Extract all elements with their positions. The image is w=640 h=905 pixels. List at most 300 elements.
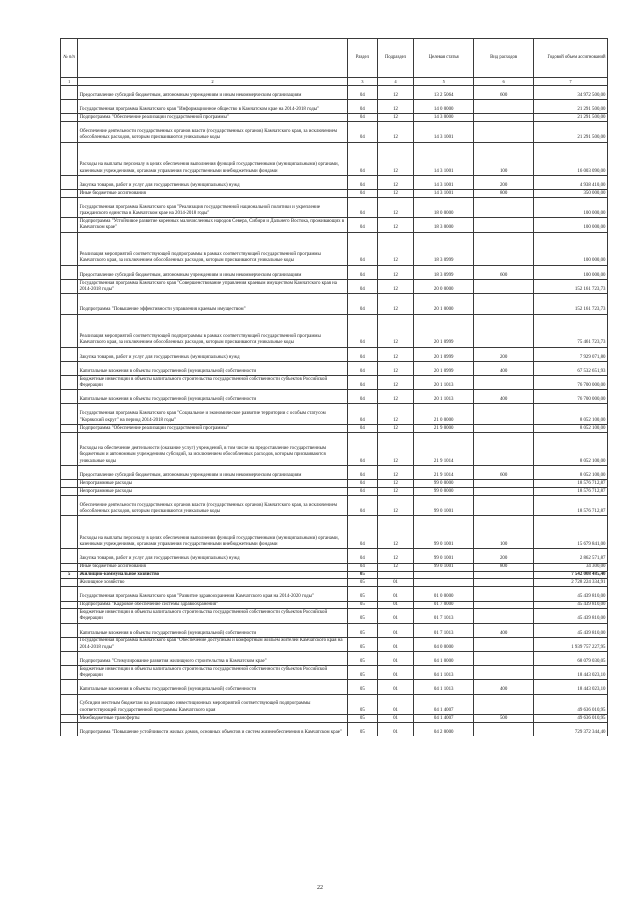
row-podrazdel: 12 (377, 100, 413, 114)
row-podrazdel: 01 (377, 623, 413, 637)
row-amount: 8 052 100,00 (534, 432, 608, 465)
row-podrazdel: 12 (377, 218, 413, 232)
row-number (61, 232, 78, 265)
row-razdel: 04 (347, 495, 377, 516)
row-number (61, 715, 78, 723)
row-number (61, 390, 78, 404)
table-row (61, 666, 608, 680)
row-expense-type (474, 666, 534, 680)
row-expense-type: 100 (474, 142, 534, 175)
table-row (61, 175, 608, 189)
row-expense-type (474, 376, 534, 390)
row-name: Государственная программа Камчатского края "Социальное и экономическое развитие территории с особым статусом "Корякский округ" на период 2014-2018 годы" (78, 404, 348, 425)
row-amount: 7 929 071,80 (534, 347, 608, 361)
table-row (61, 579, 608, 587)
row-amount: 4 938 410,00 (534, 175, 608, 189)
row-podrazdel: 01 (377, 694, 413, 715)
row-name: Бюджетные инвестиции в объекты капитального строительства государственной собственности субъектов Российской Федерации (78, 609, 348, 623)
table-row (61, 549, 608, 563)
row-amount: 34 972 500,00 (534, 86, 608, 100)
row-expense-type: 400 (474, 623, 534, 637)
table-row (61, 265, 608, 279)
row-razdel: 04 (347, 218, 377, 232)
row-target-article: 01 0 0000 (414, 587, 474, 601)
row-razdel: 04 (347, 488, 377, 496)
row-target-article (414, 571, 474, 579)
row-number (61, 114, 78, 122)
row-razdel: 04 (347, 390, 377, 404)
row-podrazdel: 12 (377, 86, 413, 100)
row-name: Государственная программа Камчатского края "Совершенствование управления краевым имуществом Камчатского края на 2014-2018 годы" (78, 279, 348, 293)
row-target-article: 18 0 0000 (414, 197, 474, 218)
header-podrazdel: Подраздел (377, 39, 413, 78)
row-name: Подпрограмма "Стимулирование развития жилищного строительства в Камчатском крае" (78, 651, 348, 665)
row-podrazdel: 12 (377, 122, 413, 143)
row-name: Жилищно-коммунальное хозяйство (78, 571, 348, 579)
row-target-article: 20 1 0999 (414, 347, 474, 361)
row-expense-type: 800 (474, 563, 534, 571)
row-number (61, 404, 78, 425)
table-row (61, 197, 608, 218)
row-amount: 8 052 100,00 (534, 404, 608, 425)
row-number (61, 175, 78, 189)
table-row (61, 361, 608, 375)
row-target-article: 20 1 0000 (414, 294, 474, 315)
row-number (61, 694, 78, 715)
table-body (61, 86, 608, 737)
row-podrazdel: 12 (377, 314, 413, 347)
table-row (61, 623, 608, 637)
table-row (61, 390, 608, 404)
row-podrazdel: 12 (377, 563, 413, 571)
row-number (61, 218, 78, 232)
row-expense-type: 500 (474, 715, 534, 723)
row-number (61, 563, 78, 571)
row-target-article: 01 7 0000 (414, 601, 474, 609)
row-amount: 729 372 344,40 (534, 722, 608, 736)
row-razdel: 04 (347, 86, 377, 100)
row-number (61, 197, 78, 218)
row-target-article: 14 0 0000 (414, 100, 474, 114)
row-number (61, 488, 78, 496)
row-name: Государственная программа Камчатского края "Обеспечение доступным и комфортным жильем жителей Камчатского края на 2014-2018 годы" (78, 637, 348, 651)
row-number (61, 637, 78, 651)
row-name: Закупка товаров, работ и услуг для государственных (муниципальных) нужд (78, 175, 348, 189)
row-amount: 2 862 571,87 (534, 549, 608, 563)
row-number (61, 579, 78, 587)
row-target-article: 04 2 0000 (414, 722, 474, 736)
row-number (61, 516, 78, 549)
row-podrazdel (377, 571, 413, 579)
row-razdel: 05 (347, 694, 377, 715)
budget-page (60, 38, 608, 736)
header-name (78, 39, 348, 78)
column-number-row (61, 78, 608, 86)
row-name: Капитальные вложения в объекты государственной (муниципальной) собственности (78, 390, 348, 404)
row-podrazdel: 01 (377, 651, 413, 665)
row-number (61, 142, 78, 175)
row-number (61, 623, 78, 637)
row-expense-type (474, 197, 534, 218)
row-amount: 45 439 810,00 (534, 623, 608, 637)
row-number (61, 432, 78, 465)
row-amount: 15 679 841,00 (534, 516, 608, 549)
row-amount: 49 636 010,95 (534, 715, 608, 723)
table-row (61, 694, 608, 715)
row-razdel: 04 (347, 314, 377, 347)
row-razdel: 04 (347, 424, 377, 432)
row-podrazdel: 12 (377, 404, 413, 425)
table-row (61, 279, 608, 293)
row-target-article: 14 3 0000 (414, 114, 474, 122)
row-amount: 75 461 723,73 (534, 314, 608, 347)
row-target-article: 14 3 1001 (414, 175, 474, 189)
row-amount: 76 700 000,00 (534, 390, 608, 404)
header-razdel: Раздел (347, 39, 377, 78)
row-target-article: 21 9 0000 (414, 424, 474, 432)
row-amount: 18 443 023,10 (534, 680, 608, 694)
row-expense-type (474, 218, 534, 232)
row-number (61, 609, 78, 623)
row-name: Обеспечение деятельности государственных органов власти (государственных органов) Камчатского края, за исключением обособленных расходов, которым присваиваются уникальные коды (78, 495, 348, 516)
row-amount: 8 052 100,00 (534, 424, 608, 432)
table-row (61, 609, 608, 623)
row-razdel: 04 (347, 376, 377, 390)
row-expense-type (474, 651, 534, 665)
row-name: Государственная программа Камчатского края "Развитие здравоохранения Камчатского края на 2014-2020 годы" (78, 587, 348, 601)
table-row (61, 480, 608, 488)
row-expense-type (474, 432, 534, 465)
row-podrazdel: 12 (377, 390, 413, 404)
row-amount: 100 000,00 (534, 197, 608, 218)
row-target-article: 18 3 0999 (414, 232, 474, 265)
row-target-article: 20 1 0999 (414, 361, 474, 375)
row-expense-type (474, 114, 534, 122)
row-razdel: 05 (347, 722, 377, 736)
row-target-article: 99 0 1001 (414, 495, 474, 516)
row-amount: 152 161 723,73 (534, 279, 608, 293)
table-row (61, 601, 608, 609)
row-expense-type (474, 587, 534, 601)
table-row (61, 495, 608, 516)
row-razdel: 05 (347, 715, 377, 723)
table-row (61, 488, 608, 496)
row-target-article (414, 579, 474, 587)
row-podrazdel: 01 (377, 722, 413, 736)
row-name: Капитальные вложения в объекты государственной (муниципальной) собственности (78, 361, 348, 375)
row-number (61, 601, 78, 609)
table-row (61, 190, 608, 198)
budget-table (60, 38, 608, 736)
row-razdel: 04 (347, 563, 377, 571)
row-name: Бюджетные инвестиции в объекты капитального строительства государственной собственности субъектов Российской Федерации (78, 376, 348, 390)
row-razdel: 05 (347, 571, 377, 579)
row-podrazdel: 12 (377, 424, 413, 432)
row-expense-type (474, 480, 534, 488)
row-name: Предоставление субсидий бюджетным, автономным учреждениям и иным некоммерческим организациям (78, 265, 348, 279)
row-podrazdel: 12 (377, 480, 413, 488)
row-amount: 8 052 100,00 (534, 465, 608, 479)
row-target-article: 01 7 1013 (414, 609, 474, 623)
row-razdel: 04 (347, 480, 377, 488)
row-number (61, 279, 78, 293)
row-expense-type: 400 (474, 390, 534, 404)
row-amount: 1 939 757 227,95 (534, 637, 608, 651)
row-razdel: 04 (347, 279, 377, 293)
row-amount: 18 576 712,87 (534, 495, 608, 516)
row-amount: 18 576 712,87 (534, 488, 608, 496)
row-podrazdel: 01 (377, 587, 413, 601)
colnum-7: 7 (534, 78, 608, 86)
row-podrazdel: 12 (377, 197, 413, 218)
row-razdel: 04 (347, 361, 377, 375)
row-name: Жилищное хозяйство (78, 579, 348, 587)
row-podrazdel: 01 (377, 666, 413, 680)
row-target-article: 99 0 0000 (414, 488, 474, 496)
row-name: Подпрограмма "Кадровое обеспечение системы здравоохранения" (78, 601, 348, 609)
row-amount: 18 576 712,87 (534, 480, 608, 488)
row-amount: 45 439 810,00 (534, 601, 608, 609)
row-amount: 67 532 651,93 (534, 361, 608, 375)
row-amount: 45 439 810,00 (534, 609, 608, 623)
row-podrazdel: 12 (377, 114, 413, 122)
row-podrazdel: 01 (377, 715, 413, 723)
row-name: Бюджетные инвестиции в объекты капитального строительства государственной собственности субъектов Российской Федерации (78, 666, 348, 680)
row-razdel: 04 (347, 197, 377, 218)
table-row (61, 587, 608, 601)
row-name: Подпрограмма "Устойчивое развитие коренных малочисленных народов Севера, Сибири и Дальнего Востока, проживающих в Камчатском крае" (78, 218, 348, 232)
row-number (61, 376, 78, 390)
row-expense-type: 200 (474, 175, 534, 189)
row-target-article: 14 3 1001 (414, 190, 474, 198)
row-razdel: 04 (347, 516, 377, 549)
row-name: Подпрограмма "Повышение эффективности управления краевым имуществом" (78, 294, 348, 315)
row-name: Капитальные вложения в объекты государственной (муниципальной) собственности (78, 623, 348, 637)
row-razdel: 05 (347, 587, 377, 601)
row-number (61, 314, 78, 347)
table-row (61, 86, 608, 100)
row-target-article: 21 9 1014 (414, 432, 474, 465)
table-row (61, 294, 608, 315)
table-row (61, 571, 608, 579)
row-amount: 7 542 008 485,40 (534, 571, 608, 579)
row-target-article: 20 1 1013 (414, 376, 474, 390)
row-razdel: 04 (347, 432, 377, 465)
row-razdel: 05 (347, 579, 377, 587)
row-target-article: 14 3 1001 (414, 122, 474, 143)
row-number (61, 424, 78, 432)
table-row (61, 680, 608, 694)
row-name: Государственная программа Камчатского края "Информационное общество в Камчатском крае на 2014-2018 годы" (78, 100, 348, 114)
row-podrazdel: 12 (377, 347, 413, 361)
row-name: Субсидии местным бюджетам на реализацию инвестиционных мероприятий соответствующей подпрограммы соответствующей государственной программы Камчатского края (78, 694, 348, 715)
row-expense-type (474, 314, 534, 347)
row-target-article: 20 1 0999 (414, 314, 474, 347)
row-razdel: 05 (347, 623, 377, 637)
row-number: 5 (61, 571, 78, 579)
row-expense-type: 600 (474, 86, 534, 100)
table-row (61, 424, 608, 432)
colnum-2: 2 (78, 78, 348, 86)
colnum-3: 3 (347, 78, 377, 86)
table-row (61, 314, 608, 347)
row-name: Расходы на обеспечение деятельности (оказание услуг) учреждений, в том числе на предоставление государственным бюджетным и автономным учреждениям субсидий, за исключением обособленных расходов, которым присваиваются уникальные коды (78, 432, 348, 465)
table-row (61, 404, 608, 425)
row-razdel: 04 (347, 142, 377, 175)
row-razdel: 04 (347, 294, 377, 315)
row-number (61, 651, 78, 665)
row-name: Расходы на выплаты персоналу в целях обеспечения выполнения функций государственными (муниципальными) органами, казенными учреждениями, органами управления государственными внебюджетными фондами (78, 516, 348, 549)
row-podrazdel: 12 (377, 279, 413, 293)
row-expense-type (474, 722, 534, 736)
row-target-article: 21 9 1014 (414, 465, 474, 479)
row-podrazdel: 01 (377, 579, 413, 587)
row-name: Подпрограмма "Обеспечение реализации государственной программы" (78, 424, 348, 432)
header-annual-total: Годовой объем ассигнований (534, 39, 608, 78)
row-name: Иные бюджетные ассигнования (78, 563, 348, 571)
table-row (61, 114, 608, 122)
row-target-article: 13 2 5064 (414, 86, 474, 100)
row-number (61, 361, 78, 375)
row-name: Непрограммные расходы (78, 488, 348, 496)
table-row (61, 376, 608, 390)
row-amount: 21 291 500,00 (534, 100, 608, 114)
row-amount: 18 443 023,10 (534, 666, 608, 680)
colnum-4: 4 (377, 78, 413, 86)
row-podrazdel: 12 (377, 175, 413, 189)
row-target-article: 04 1 1013 (414, 680, 474, 694)
row-amount: 2 728 224 334,91 (534, 579, 608, 587)
row-razdel: 05 (347, 666, 377, 680)
row-podrazdel: 12 (377, 376, 413, 390)
row-amount: 34 300,00 (534, 563, 608, 571)
row-razdel: 04 (347, 122, 377, 143)
row-target-article: 18 3 0999 (414, 265, 474, 279)
row-target-article: 01 7 1013 (414, 623, 474, 637)
row-target-article: 21 0 0000 (414, 404, 474, 425)
row-razdel: 04 (347, 100, 377, 114)
row-expense-type (474, 100, 534, 114)
row-target-article: 04 0 0000 (414, 637, 474, 651)
row-expense-type (474, 404, 534, 425)
row-amount: 68 079 030,05 (534, 651, 608, 665)
row-amount: 350 000,00 (534, 190, 608, 198)
row-podrazdel: 12 (377, 142, 413, 175)
row-amount: 152 161 723,73 (534, 294, 608, 315)
row-podrazdel: 12 (377, 294, 413, 315)
row-podrazdel: 01 (377, 637, 413, 651)
row-number (61, 549, 78, 563)
row-name: Капитальные вложения в объекты государственной (муниципальной) собственности (78, 680, 348, 694)
table-row (61, 347, 608, 361)
table-header-row (61, 39, 608, 78)
row-razdel: 04 (347, 549, 377, 563)
row-amount: 21 291 500,00 (534, 114, 608, 122)
row-podrazdel: 12 (377, 265, 413, 279)
row-number (61, 722, 78, 736)
row-podrazdel: 12 (377, 488, 413, 496)
row-name: Закупка товаров, работ и услуг для государственных (муниципальных) нужд (78, 549, 348, 563)
row-name: Подпрограмма "Повышение устойчивости жилых домов, основных объектов и систем жизнеобеспечения в Камчатском крае" (78, 722, 348, 736)
row-name: Непрограммные расходы (78, 480, 348, 488)
row-razdel: 05 (347, 609, 377, 623)
row-podrazdel: 12 (377, 465, 413, 479)
row-target-article: 20 1 1013 (414, 390, 474, 404)
row-razdel: 05 (347, 601, 377, 609)
row-name: Реализация мероприятий соответствующей подпрограммы в рамках соответствующей государственной программы Камчатского края, за исключением обособленных расходов, которым присваиваются уникальные коды (78, 314, 348, 347)
row-amount: 16 003 090,00 (534, 142, 608, 175)
row-expense-type (474, 601, 534, 609)
table-row (61, 722, 608, 736)
row-target-article: 99 0 1001 (414, 516, 474, 549)
row-podrazdel: 12 (377, 516, 413, 549)
header-num: № п/п (61, 39, 78, 78)
row-expense-type (474, 279, 534, 293)
colnum-5: 5 (414, 78, 474, 86)
row-expense-type (474, 694, 534, 715)
row-target-article: 04 1 1013 (414, 666, 474, 680)
row-expense-type (474, 122, 534, 143)
row-podrazdel: 01 (377, 680, 413, 694)
row-target-article: 04 1 4007 (414, 715, 474, 723)
table-row (61, 651, 608, 665)
row-expense-type (474, 232, 534, 265)
row-number (61, 294, 78, 315)
row-number (61, 100, 78, 114)
row-razdel: 04 (347, 114, 377, 122)
row-name: Иные бюджетные ассигнования (78, 190, 348, 198)
page-number: 22 (317, 885, 323, 891)
row-razdel: 04 (347, 465, 377, 479)
table-row (61, 122, 608, 143)
row-podrazdel: 12 (377, 190, 413, 198)
row-target-article: 20 0 0000 (414, 279, 474, 293)
row-podrazdel: 01 (377, 609, 413, 623)
row-amount: 76 700 000,00 (534, 376, 608, 390)
table-row (61, 465, 608, 479)
row-number (61, 347, 78, 361)
header-target-article: Целевая статья (414, 39, 474, 78)
colnum-6: 6 (474, 78, 534, 86)
row-podrazdel: 12 (377, 361, 413, 375)
row-name: Предоставление субсидий бюджетным, автономным учреждениям и иным некоммерческим организациям (78, 86, 348, 100)
row-target-article: 04 1 0000 (414, 651, 474, 665)
row-name: Государственная программа Камчатского края "Реализация государственной национальной политики и укрепление гражданского единства в Камчатском крае на 2014-2018 годы" (78, 197, 348, 218)
row-expense-type (474, 571, 534, 579)
row-razdel: 04 (347, 175, 377, 189)
row-target-article: 99 0 1001 (414, 549, 474, 563)
colnum-1: 1 (61, 78, 78, 86)
row-razdel: 04 (347, 404, 377, 425)
row-expense-type: 400 (474, 680, 534, 694)
row-expense-type (474, 579, 534, 587)
row-podrazdel: 12 (377, 549, 413, 563)
row-target-article: 14 3 1001 (414, 142, 474, 175)
table-row (61, 142, 608, 175)
row-amount: 100 000,00 (534, 232, 608, 265)
row-razdel: 04 (347, 265, 377, 279)
row-number (61, 122, 78, 143)
header-expense-type: Вид расходов (474, 39, 534, 78)
row-target-article: 04 1 4007 (414, 694, 474, 715)
table-row (61, 218, 608, 232)
table-row (61, 516, 608, 549)
row-name: Межбюджетные трансферты (78, 715, 348, 723)
row-expense-type (474, 424, 534, 432)
table-row (61, 715, 608, 723)
row-expense-type: 200 (474, 549, 534, 563)
row-expense-type: 100 (474, 516, 534, 549)
